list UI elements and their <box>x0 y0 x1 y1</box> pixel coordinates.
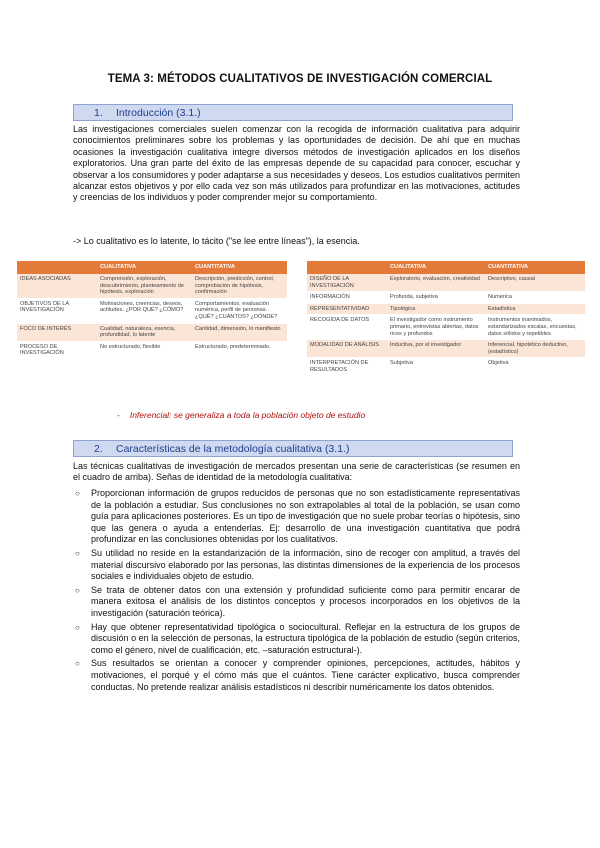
section-1-title: Introducción (3.1.) <box>116 107 201 119</box>
note-dash: - <box>117 410 120 420</box>
comparison-table-right <box>307 261 585 377</box>
list-item-text: Se trata de obtener datos con una extensión y profundidad suficiente como para permitir encarar de manera exitosa el análisis de los distintos conceptos y procesos incorporados en los objetivos de la investigación (saturación teórica). <box>91 584 520 618</box>
bullet-icon: ○ <box>75 622 80 632</box>
bullet-icon: ○ <box>75 659 80 669</box>
table-row <box>307 303 585 315</box>
bullet-icon: ○ <box>75 585 80 595</box>
table-cell: Estructurado, predeterminado. <box>192 341 287 359</box>
table-header-cell: CUANTITATIVA <box>192 261 287 274</box>
table-cell: Cantidad, dimensión, lo manifiesto <box>192 323 287 341</box>
list-item-text: Sus resultados se orientan a conocer y comprender opiniones, percepciones, actitudes, hábitos y motivaciones, el porqué y el cómo más que el cuántos. Tiene carácter explicativo, busca comprender conductas. No pretende realizar análisis estadísticos ni describir numéricamente los datos obtenidos. <box>91 658 520 692</box>
section-1-number: 1. <box>94 107 103 119</box>
table-cell: Objetiva <box>485 358 585 376</box>
row-label: OBJETIVOS DE LA INVESTIGACIÓN <box>17 298 97 323</box>
table-header-row <box>307 261 585 274</box>
table-cell: Descripción, predicción, control, comprobación de hipótesis, confirmación <box>192 274 287 298</box>
row-label: FOCO DE INTERÉS <box>17 323 97 341</box>
table-header-cell: CUANTITATIVA <box>485 261 585 274</box>
table-header-cell: CUALITATIVA <box>387 261 485 274</box>
arrow-line: -> Lo cualitativo es lo latente, lo tácito ("se lee entre líneas"), la esencia. <box>73 236 360 246</box>
row-label: REPRESENTATIVIDAD <box>307 303 387 315</box>
intro-paragraph: Las investigaciones comerciales suelen comenzar con la recogida de información cualitativa para adquirir conocimientos preliminares sobre los problemas y las oportunidades de decisión. De ahí que en muchas ocasiones la investigación cualitativa integre diversos métodos de investigación aplicados en los diseños exploratorios. Una gran parte del éxito de las empresas depende de su capacidad para conocer, escuchar y observar a los consumidores y poder adaptarse a sus necesidades y deseos. Los estudios cualitativos permiten alcanzar estos objetivos y por ello cada vez son más utilizados para profundizar en las motivaciones, actitudes y creencias de los individuos y poder comprender mejor su comportamiento. <box>73 124 520 203</box>
table-row <box>17 298 287 323</box>
section-2-heading <box>73 440 513 457</box>
section-1-heading <box>73 104 513 121</box>
row-label: MODALIDAD DE ANÁLISIS <box>307 340 387 358</box>
row-label: DISEÑO DE LA INVESTIGACIÓN <box>307 274 387 292</box>
table-cell: Comportamientos, evaluación numérica, perfil de personas. ¿QUÉ? ¿CUÁNTOS? ¿DÓNDE? <box>192 298 287 323</box>
inferencial-text: Inferencial: se generaliza a toda la población objeto de estudio <box>129 410 366 420</box>
table-header-cell <box>307 261 387 274</box>
row-label: PROCESO DE INVESTIGACIÓN <box>17 341 97 359</box>
table-cell: Descriptivo, causal <box>485 274 585 292</box>
table-row <box>307 274 585 292</box>
row-label: INFORMACIÓN <box>307 292 387 304</box>
table-header-cell <box>17 261 97 274</box>
table-cell: El investigador como instrumento primario, entrevistas abiertas, datos ricos y profundos <box>387 315 485 340</box>
table-cell: Exploratorio, evaluación, creatividad <box>387 274 485 292</box>
table-row <box>307 358 585 376</box>
table-cell: Inductiva, por el investigador <box>387 340 485 358</box>
list-item <box>73 488 520 546</box>
list-item-text: Hay que obtener representatividad tipológica o sociocultural. Reflejar en la estructura de los grupos de discusión o en la selección de personas, la estructura tipológica de la población de estudio (según criterios, como el género, nivel de cualificación, etc. –saturación estructural-). <box>91 621 520 655</box>
table-cell: Tipológica <box>387 303 485 315</box>
row-label: IDEAS ASOCIADAS <box>17 274 97 298</box>
table-row <box>17 274 287 298</box>
bullet-icon: ○ <box>75 489 80 498</box>
table-cell: No estructurado, flexible <box>97 341 192 359</box>
table-cell: Cualidad, naturaleza, esencia, profundidad, lo latente <box>97 323 192 341</box>
table-cell: Numérica <box>485 292 585 304</box>
table-cell: Comprensión, exploración, descubrimiento, planteamiento de hipótesis, exploración <box>97 274 192 298</box>
list-item <box>73 622 520 657</box>
list-item <box>73 548 520 583</box>
table-cell: Motivaciones, creencias, deseos, actitudes. ¿POR QUÉ? ¿CÓMO? <box>97 298 192 323</box>
table-header-cell: CUALITATIVA <box>97 261 192 274</box>
section-2-number: 2. <box>94 443 103 455</box>
table-row <box>307 292 585 304</box>
row-label: RECOGIDA DE DATOS <box>307 315 387 340</box>
section-2-title: Características de la metodología cualitativa (3.1.) <box>116 443 350 455</box>
comparison-table-left <box>17 261 287 360</box>
table-cell: Profunda, subjetiva <box>387 292 485 304</box>
table-cell: Inferencial, hipotético deductivo, (estadístico) <box>485 340 585 358</box>
row-label: INTERPRETACIÓN DE RESULTADOS <box>307 358 387 376</box>
list-item <box>73 585 520 620</box>
table-row <box>307 315 585 340</box>
list-item-text: Proporcionan información de grupos reducidos de personas que no son estadísticamente representativas de la población a estudiar. Sus conclusiones no son extrapolables al total de la población, se usan como guía para aplicaciones posteriores. Es un tipo de investigación que no suele probar teorías o hipótesis, sino que las genera o ayuda a entenderlas. Ej: desarrollo de una investigación cuantitativa que podrá profundizar en las conclusiones obtenidas por los cualitativos. <box>91 488 520 545</box>
table-row <box>17 323 287 341</box>
list-item <box>73 658 520 693</box>
page-title: TEMA 3: MÉTODOS CUALITATIVOS DE INVESTIGACIÓN COMERCIAL <box>107 73 493 85</box>
table-cell: Subjetiva <box>387 358 485 376</box>
table-cell: Estadística <box>485 303 585 315</box>
table-row <box>17 341 287 359</box>
bullet-icon: ○ <box>75 548 80 558</box>
table-header-row <box>17 261 287 274</box>
section-2-intro: Las técnicas cualitativas de investigación de mercados presentan una serie de características (se resumen en el cuadro de arriba). Señas de identidad de la metodología cualitativa: <box>73 461 520 483</box>
table-row <box>307 340 585 358</box>
characteristics-list <box>73 488 520 695</box>
inferencial-note <box>117 410 365 420</box>
list-item-text: Su utilidad no reside en la estandarización de la información, sino de recoger con amplitud, a través del material discursivo elaborado por las personas, las distintas dimensiones de la experiencia de los procesos sociales e individuales objeto de estudio. <box>91 547 520 582</box>
table-cell: Instrumentos inanimados, estandarizados escalas, encuestas, datos sólidos y repetibles <box>485 315 585 340</box>
